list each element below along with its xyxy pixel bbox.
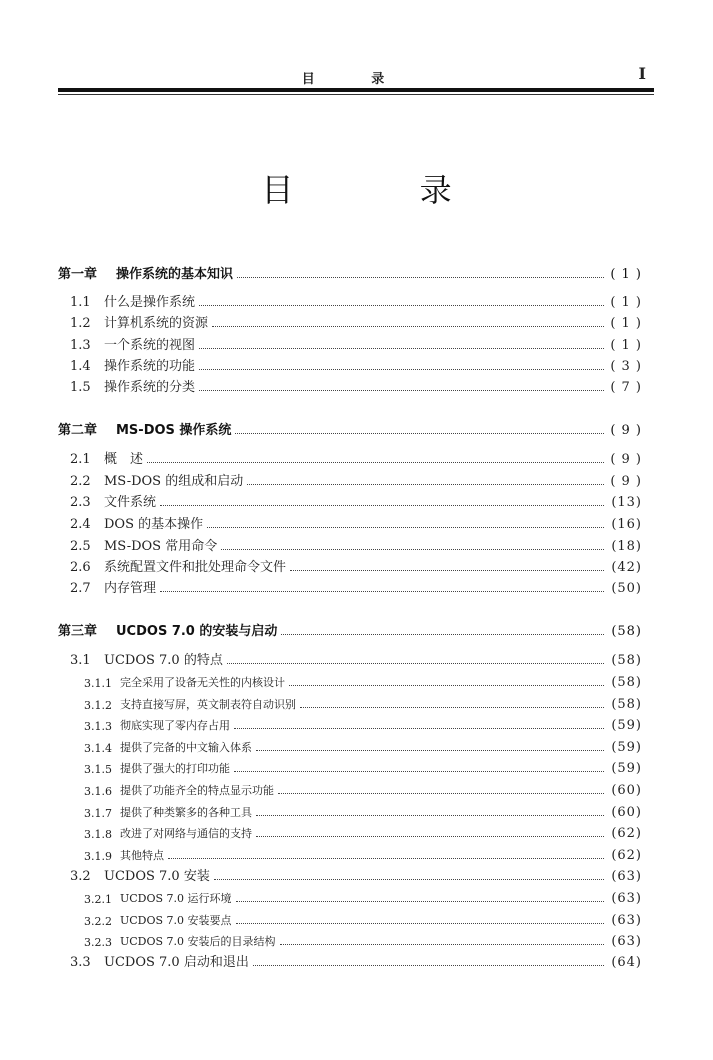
toc-page-number: ( 9 ) xyxy=(610,452,642,467)
toc-entry-number: 3.1.9 xyxy=(84,850,112,863)
running-header xyxy=(58,66,654,88)
toc-page-number: (59) xyxy=(611,718,642,733)
toc-entry-title: 概 述 xyxy=(104,452,144,467)
toc-entry-title: UCDOS 7.0 安装要点 xyxy=(120,914,232,927)
toc-entry-number: 第一章 xyxy=(58,267,98,282)
toc-page-number: (63) xyxy=(611,891,642,906)
toc-subsection xyxy=(58,908,642,928)
toc-entry-number: 1.5 xyxy=(70,380,91,395)
toc-page-number: (16) xyxy=(611,517,642,532)
toc-entry-title: UCDOS 7.0 启动和退出 xyxy=(104,955,249,970)
toc-section xyxy=(58,576,642,596)
toc-dot-leader xyxy=(212,325,604,327)
running-header-title: 目 录 xyxy=(301,72,411,87)
running-header-page-number: I xyxy=(638,64,646,83)
toc-entry-number: 3.1.5 xyxy=(84,763,112,776)
toc-page-number: (60) xyxy=(611,805,642,820)
toc-subsection xyxy=(58,735,642,755)
toc-subsection xyxy=(58,756,642,776)
toc-dot-leader xyxy=(253,964,604,966)
toc-page-number: ( 7 ) xyxy=(610,380,642,395)
toc-page-number: (13) xyxy=(611,495,642,510)
toc-entry-number: 2.7 xyxy=(70,581,91,596)
toc-page-number: (50) xyxy=(611,581,642,596)
toc-entry-number: 3.3 xyxy=(70,955,91,970)
toc-dot-leader xyxy=(290,569,604,571)
toc-subsection xyxy=(58,713,642,733)
toc-entry-number: 3.1.1 xyxy=(84,677,112,690)
toc-entry-number: 3.2.2 xyxy=(84,915,112,928)
toc-dot-leader xyxy=(234,770,604,772)
toc-section xyxy=(58,375,642,395)
toc-subsection xyxy=(58,692,642,712)
toc-entry-number: 3.1 xyxy=(70,653,91,668)
toc-chapter xyxy=(58,619,642,639)
toc-page-number: (60) xyxy=(611,783,642,798)
toc-entry-number: 3.2 xyxy=(70,869,91,884)
toc-entry-title: UCDOS 7.0 运行环境 xyxy=(120,892,232,905)
toc-dot-leader xyxy=(221,548,604,550)
toc-dot-leader xyxy=(214,878,604,880)
toc-section xyxy=(58,534,642,554)
toc-entry-title: UCDOS 7.0 安装后的目录结构 xyxy=(120,935,276,948)
toc-dot-leader xyxy=(256,835,604,837)
toc-entry-number: 3.1.7 xyxy=(84,807,112,820)
toc-entry-number: 3.2.3 xyxy=(84,936,112,949)
toc-entry-title: MS-DOS 常用命令 xyxy=(104,539,218,554)
toc-entry-title: 文件系统 xyxy=(104,495,157,510)
toc-dot-leader xyxy=(280,943,604,945)
toc-subsection xyxy=(58,886,642,906)
toc-page-number: ( 1 ) xyxy=(610,267,642,282)
toc-section xyxy=(58,354,642,374)
toc-section xyxy=(58,864,642,884)
toc-section xyxy=(58,333,642,353)
toc-dot-leader xyxy=(168,857,604,859)
toc-page-number: (42) xyxy=(611,560,642,575)
toc-entry-number: 2.4 xyxy=(70,517,91,532)
toc-subsection xyxy=(58,670,642,690)
toc-subsection xyxy=(58,778,642,798)
toc-entry-title: UCDOS 7.0 安装 xyxy=(104,869,210,884)
toc-entry-title: MS-DOS 的组成和启动 xyxy=(104,474,244,489)
toc-subsection xyxy=(58,843,642,863)
toc-section xyxy=(58,490,642,510)
toc-dot-leader xyxy=(278,792,604,794)
toc-page-number: (18) xyxy=(611,539,642,554)
toc-entry-title: UCDOS 7.0 的安装与启动 xyxy=(116,624,278,639)
toc-entry-title: 提供了完备的中文输入体系 xyxy=(120,741,252,754)
toc-page-number: (63) xyxy=(611,913,642,928)
toc-dot-leader xyxy=(227,662,604,664)
toc-entry-title: MS-DOS 操作系统 xyxy=(116,423,232,438)
toc-entry-number: 第三章 xyxy=(58,624,98,639)
toc-section xyxy=(58,648,642,668)
toc-entry-number: 3.1.8 xyxy=(84,828,112,841)
toc-chapter xyxy=(58,418,642,438)
toc-entry-number: 1.1 xyxy=(70,295,91,310)
toc-entry-number: 2.6 xyxy=(70,560,91,575)
toc-page-number: (58) xyxy=(611,653,642,668)
header-rule-thin xyxy=(58,94,654,95)
toc-dot-leader xyxy=(199,389,604,391)
toc-entry-title: 操作系统的基本知识 xyxy=(116,267,234,282)
toc-dot-leader xyxy=(236,900,604,902)
toc-dot-leader xyxy=(199,304,604,306)
toc-entry-number: 2.1 xyxy=(70,452,91,467)
toc-dot-leader xyxy=(207,526,604,528)
toc-entry-number: 1.3 xyxy=(70,338,91,353)
toc-dot-leader xyxy=(234,727,604,729)
toc-page-number: (58) xyxy=(611,675,642,690)
toc-entry-title: 计算机系统的资源 xyxy=(104,316,209,331)
toc-entry-title: 支持直接写屏，英文制表符自动识别 xyxy=(120,698,296,711)
toc-entry-title: UCDOS 7.0 的特点 xyxy=(104,653,223,668)
toc-entry-title: 内存管理 xyxy=(104,581,157,596)
toc-section xyxy=(58,555,642,575)
toc-chapter xyxy=(58,262,642,282)
toc-page-number: ( 3 ) xyxy=(610,359,642,374)
toc-entry-title: 一个系统的视图 xyxy=(104,338,196,353)
toc-entry-title: 操作系统的分类 xyxy=(104,380,196,395)
toc-entry-title: 提供了种类繁多的各种工具 xyxy=(120,806,252,819)
toc-entry-number: 2.3 xyxy=(70,495,91,510)
toc-page-number: ( 9 ) xyxy=(610,423,642,438)
toc-entry-title: 什么是操作系统 xyxy=(104,295,196,310)
toc-page-number: ( 1 ) xyxy=(610,316,642,331)
toc-page-number: (62) xyxy=(611,826,642,841)
toc-page-number: ( 1 ) xyxy=(610,338,642,353)
toc-entry-number: 1.2 xyxy=(70,316,91,331)
toc-dot-leader xyxy=(199,368,604,370)
toc-entry-number: 3.1.4 xyxy=(84,742,112,755)
toc-page-number: ( 1 ) xyxy=(610,295,642,310)
toc-page-number: (59) xyxy=(611,740,642,755)
toc-entry-title: 操作系统的功能 xyxy=(104,359,196,374)
toc-dot-leader xyxy=(237,276,604,278)
toc-page-number: (64) xyxy=(611,955,642,970)
toc-entry-title: 彻底实现了零内存占用 xyxy=(120,719,230,732)
toc-entry-number: 3.1.6 xyxy=(84,785,112,798)
toc-dot-leader xyxy=(256,814,604,816)
toc-entry-number: 3.1.3 xyxy=(84,720,112,733)
toc-entry-title: 完全采用了设备无关性的内核设计 xyxy=(120,676,285,689)
toc-page-number: (59) xyxy=(611,761,642,776)
page-title: 目 录 xyxy=(261,171,510,209)
toc-dot-leader xyxy=(300,706,604,708)
toc-entry-number: 3.2.1 xyxy=(84,893,112,906)
toc-entry-title: 系统配置文件和批处理命令文件 xyxy=(104,560,287,575)
toc-page-number: (63) xyxy=(611,934,642,949)
toc-dot-leader xyxy=(235,432,604,434)
header-rule-thick xyxy=(58,88,654,92)
toc-dot-leader xyxy=(247,483,604,485)
toc-dot-leader xyxy=(147,461,604,463)
toc-dot-leader xyxy=(160,590,604,592)
toc-entry-title: DOS 的基本操作 xyxy=(104,517,204,532)
toc-entry-title: 提供了强大的打印功能 xyxy=(120,762,230,775)
toc-page-number: (58) xyxy=(611,697,642,712)
toc-page-number: (58) xyxy=(611,624,642,639)
toc-section xyxy=(58,469,642,489)
toc-entry-number: 2.2 xyxy=(70,474,91,489)
toc-page-number: (63) xyxy=(611,869,642,884)
toc-page-number: ( 9 ) xyxy=(610,474,642,489)
toc-subsection xyxy=(58,821,642,841)
toc-page-number: (62) xyxy=(611,848,642,863)
toc-subsection xyxy=(58,929,642,949)
toc-entry-number: 第二章 xyxy=(58,423,98,438)
toc-section xyxy=(58,447,642,467)
toc-dot-leader xyxy=(289,684,604,686)
toc-section xyxy=(58,512,642,532)
toc-dot-leader xyxy=(160,504,604,506)
toc-dot-leader xyxy=(236,922,604,924)
toc-section xyxy=(58,950,642,970)
toc-entry-title: 其他特点 xyxy=(120,849,164,862)
toc-subsection xyxy=(58,800,642,820)
toc-entry-title: 改进了对网络与通信的支持 xyxy=(120,827,252,840)
toc-dot-leader xyxy=(281,633,604,635)
toc-entry-number: 3.1.2 xyxy=(84,699,112,712)
toc-section xyxy=(58,290,642,310)
toc-dot-leader xyxy=(256,749,604,751)
toc-entry-number: 2.5 xyxy=(70,539,91,554)
toc-section xyxy=(58,311,642,331)
toc-entry-number: 1.4 xyxy=(70,359,91,374)
toc-entry-title: 提供了功能齐全的特点显示功能 xyxy=(120,784,274,797)
toc-dot-leader xyxy=(199,347,604,349)
